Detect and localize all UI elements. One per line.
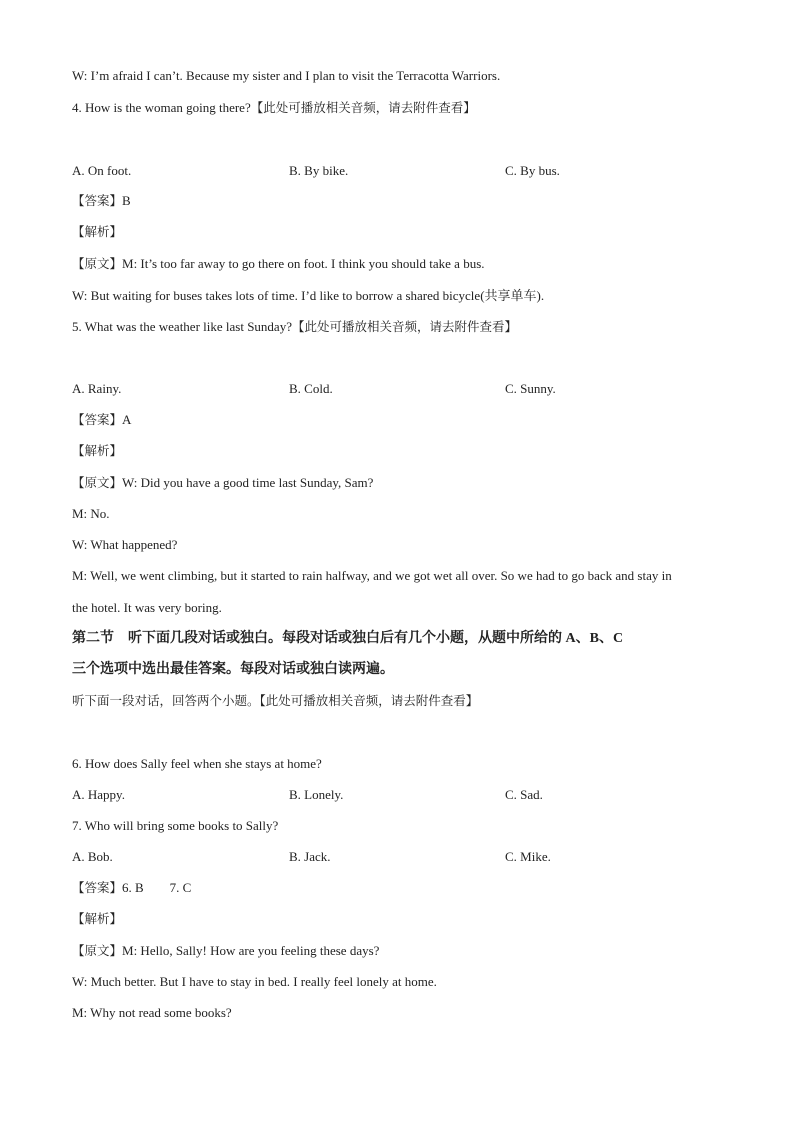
transcript-label: 【原文】: [72, 475, 123, 490]
audio-note[interactable]: 【此处可播放相关音频，请去附件查看】: [291, 319, 517, 334]
question-7: 7. Who will bring some books to Sally?: [72, 818, 279, 833]
question-5: 5. What was the weather like last Sunday?【此处可播放相关音频，请去附件查看】: [72, 319, 517, 334]
section-heading: 三个选项中选出最佳答案。每段对话或独白读两遍。: [72, 662, 394, 677]
answer-line: 【答案】A: [72, 412, 132, 427]
option-a: A. Happy.: [72, 787, 125, 802]
section-heading: 第二节 听下面几段对话或独白。每段对话或独白后有几个小题，从题中所给的 A、B、C: [72, 631, 624, 646]
answer-label: 【答案】: [72, 880, 123, 895]
option-b: B. Cold.: [289, 381, 333, 396]
transcript-line: 【原文】M: Hello, Sally! How are you feeling these days?: [72, 943, 380, 958]
instruction-line: 听下面一段对话，回答两个小题。【此处可播放相关音频，请去附件查看】: [72, 693, 479, 708]
option-b: B. Lonely.: [289, 787, 344, 802]
transcript-line: W: What happened?: [72, 537, 178, 552]
transcript-label: 【原文】: [72, 256, 123, 271]
option-b: B. By bike.: [289, 163, 349, 178]
answer-label: 【答案】: [72, 193, 123, 208]
transcript-line: 【原文】W: Did you have a good time last Sunday, Sam?: [72, 475, 374, 490]
question-4: 4. How is the woman going there?【此处可播放相关音频，请去附件查看】: [72, 100, 476, 115]
option-c: C. By bus.: [505, 163, 560, 178]
option-a: A. Rainy.: [72, 381, 122, 396]
answer-line: 【答案】6. B 7. C: [72, 880, 192, 895]
transcript-line: the hotel. It was very boring.: [72, 600, 222, 615]
option-c: C. Mike.: [505, 849, 551, 864]
transcript-line: M: Why not read some books?: [72, 1005, 232, 1020]
transcript-line: M: No.: [72, 506, 110, 521]
transcript-line: W: But waiting for buses takes lots of time. I’d like to borrow a shared bicycle(共享单车).: [72, 288, 545, 303]
analysis-label: 【解析】: [72, 443, 123, 458]
analysis-label: 【解析】: [72, 911, 123, 926]
analysis-label: 【解析】: [72, 224, 123, 239]
transcript-label: 【原文】: [72, 943, 123, 958]
option-a: A. Bob.: [72, 849, 113, 864]
answer-line: 【答案】B: [72, 193, 131, 208]
answer-label: 【答案】: [72, 412, 123, 427]
option-c: C. Sad.: [505, 787, 543, 802]
transcript-line: 【原文】M: It’s too far away to go there on foot. I think you should take a bus.: [72, 256, 485, 271]
option-a: A. On foot.: [72, 163, 132, 178]
transcript-line: W: Much better. But I have to stay in bed. I really feel lonely at home.: [72, 974, 437, 989]
transcript-line: M: Well, we went climbing, but it started to rain halfway, and we got wet all over. So we had to go back and stay in: [72, 568, 672, 583]
transcript-line: W: I’m afraid I can’t. Because my sister and I plan to visit the Terracotta Warriors.: [72, 68, 501, 83]
option-c: C. Sunny.: [505, 381, 556, 396]
option-b: B. Jack.: [289, 849, 331, 864]
audio-note[interactable]: 【此处可播放相关音频，请去附件查看】: [250, 100, 476, 115]
question-6: 6. How does Sally feel when she stays at home?: [72, 756, 322, 771]
